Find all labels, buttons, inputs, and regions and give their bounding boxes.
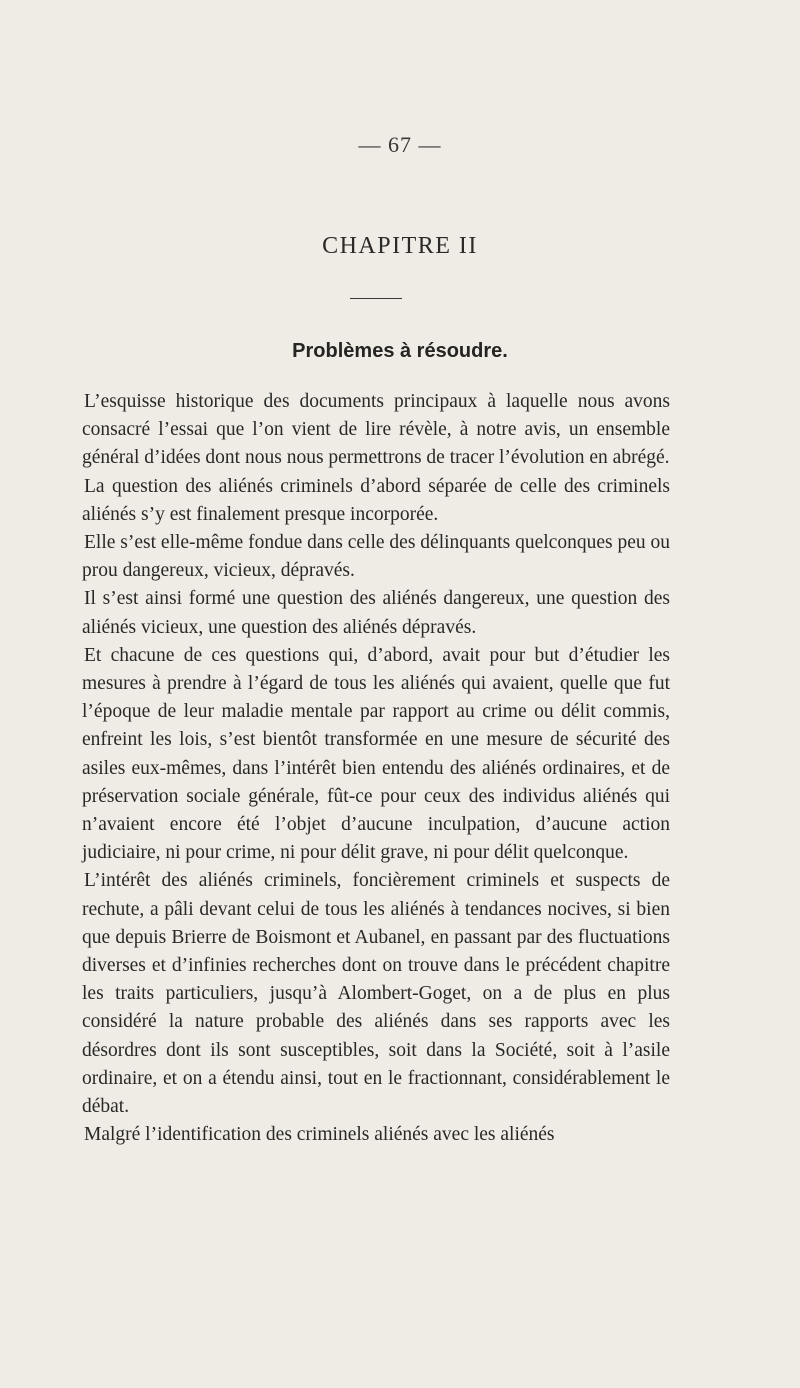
paragraph: Elle s’est elle-même fondue dans celle des délinquants quelconques peu ou prou dangereux, vicieux, dépravés.	[82, 532, 670, 582]
heading-rule	[350, 298, 402, 299]
paragraph: Et chacune de ces questions qui, d’abord, avait pour but d’étudier les mesures à prendre à l’égard de tous les aliénés qui avaient, quelle que fut l’époque de leur maladie mentale par rapport au crime ou délit commis, enfreint les lois, s’est bientôt transformée en une mesure de sécurité des asiles eux-mêmes, dans l’intérêt bien entendu des aliénés ordinaires, et de préservation sociale générale, fût-ce pour ceux des individus aliénés qui n’avaient encore été l’objet d’aucune inculpation, d’aucune action judiciaire, ni pour crime, ni pour délit grave, ni pour délit quelconque.	[82, 644, 670, 864]
page-number: — 67 —	[358, 132, 442, 157]
section-title: Problèmes à résoudre.	[292, 340, 508, 362]
chapter-heading: CHAPITRE II	[322, 233, 478, 259]
paragraph: L’intérêt des aliénés criminels, foncièrement criminels et suspects de rechute, a pâli devant celui de tous les aliénés à tendances nocives, si bien que depuis Brierre de Boismont et Aubanel, en passant par des fluctuations diverses et d’infinies recherches dont on trouve dans le précédent chapitre les traits particuliers, jusqu’à Alombert-Goget, on a de plus en plus considéré la nature probable des aliénés dans ses rapports avec les désordres dont ils sont susceptibles, soit dans la Société, soit à l’asile ordinaire, et on a étendu ainsi, tout en le fractionnant, considérablement le débat.	[82, 870, 670, 1118]
paragraph: Il s’est ainsi formé une question des aliénés dangereux, une question des aliénés vicieux, une question des aliénés dépravés.	[82, 588, 670, 638]
paragraph: La question des aliénés criminels d’abord séparée de celle des criminels aliénés s’y est finalement presque incorporée.	[82, 475, 670, 525]
paragraph: Malgré l’identification des criminels aliénés avec les aliénés	[84, 1124, 555, 1146]
body-text	[82, 388, 670, 1149]
paragraph: L’esquisse historique des documents principaux à laquelle nous avons consacré l’essai que l’on vient de lire révèle, à notre avis, un ensemble général d’idées dont nous nous permettrons de tracer l’évolution en abrégé.	[82, 391, 670, 469]
